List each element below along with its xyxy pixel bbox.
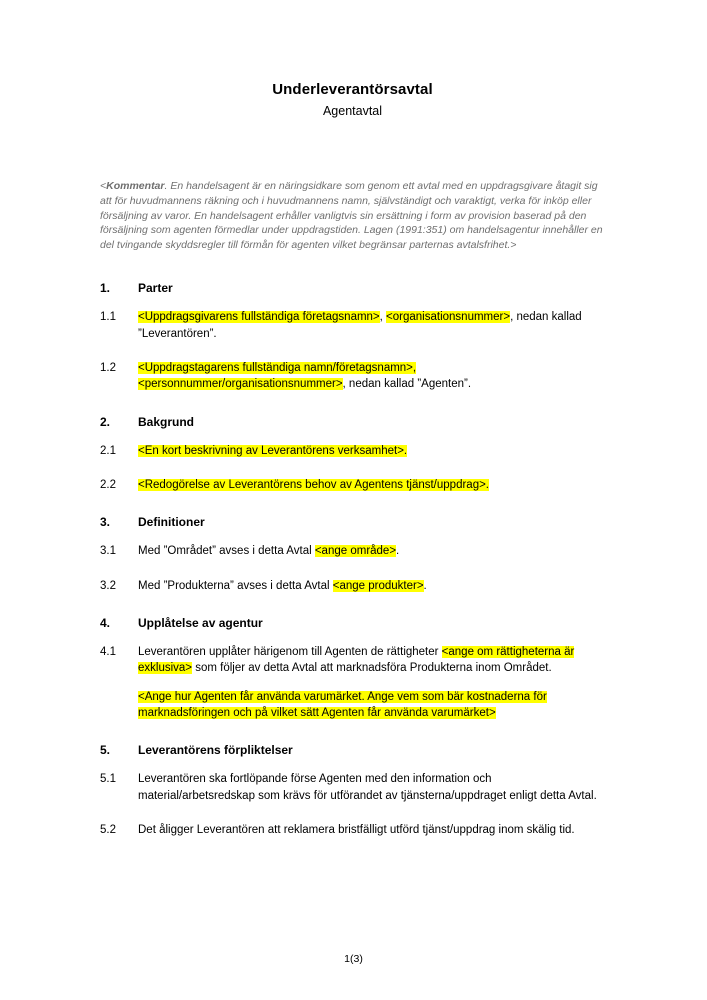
clause-text-run: , [379, 311, 387, 324]
clause-body [138, 477, 605, 493]
section-heading [100, 515, 605, 529]
heading-gap [100, 535, 605, 543]
clause-row [100, 360, 605, 393]
clause-gap [100, 810, 605, 822]
clause-body [138, 822, 605, 838]
clause-text [138, 360, 605, 393]
clause-text-run: . [423, 579, 427, 592]
clause-number: 1.2 [100, 361, 116, 374]
heading-gap [100, 763, 605, 771]
comment-body: . En handelsagent är en näringsidkare som genom ett avtal med en uppdragsgivare åtagit sig att för huvudmannens räkning och i huvudmannens namn, självständigt och varaktigt, verka för inköp eller försäljning av varor. En handelsagent erhåller vanligtvis sin ersättning i form av provision baserad på den försäljning som agenten förmedlar under uppdragstiden. Lagen (1991:351) om handelsagentur innehåller en del tvingande skyddsregler till förmån för agenten vilket begränsar parternas avtalsfrihet.> [100, 179, 603, 252]
title-block [100, 80, 605, 119]
section-spacer [100, 399, 605, 415]
section-number: 3. [100, 515, 111, 530]
page-title: Underleverantörsavtal [272, 81, 433, 98]
clause-number: 2.1 [100, 444, 116, 457]
clause-row [100, 644, 605, 721]
clause-gap [100, 348, 605, 360]
clause-body [138, 771, 605, 804]
clause-text-run: Det åligger Leverantören att reklamera bristfälligt utförd tjänst/uppdrag inom skälig tid. [138, 823, 575, 836]
comment-open-bracket: < [100, 179, 107, 192]
clause-placeholder-highlight: <Uppdragsgivarens fullständiga företagsnamn> [138, 311, 380, 324]
clause-body [138, 309, 605, 342]
section-heading [100, 616, 605, 630]
clause-text [138, 771, 605, 804]
clause-text-run: , nedan kallad ”Agenten”. [342, 378, 472, 391]
clause-body [138, 578, 605, 594]
heading-gap [100, 301, 605, 309]
clause-placeholder-highlight: <organisationsnummer> [386, 311, 511, 324]
section-heading [100, 415, 605, 429]
clause-number: 3.1 [100, 545, 116, 558]
comment-label: Kommentar [106, 179, 165, 192]
section-number: 5. [100, 743, 111, 758]
section-heading [100, 281, 605, 295]
section-number: 1. [100, 281, 111, 296]
clause-placeholder-highlight: <Ange hur Agenten får använda varumärket. Ange vem som bär kostnaderna för marknadsföringen och på vilket sätt Agenten får använda varumärket> [138, 690, 547, 719]
clause-row [100, 578, 605, 594]
clause-number: 4.1 [100, 645, 116, 658]
clause-row [100, 822, 605, 838]
clause-number: 5.1 [100, 773, 116, 786]
clause-placeholder-highlight: <personnummer/organisationsnummer> [138, 378, 343, 391]
clause-text [138, 477, 605, 493]
clause-row [100, 443, 605, 459]
heading-gap [100, 636, 605, 644]
section-number: 4. [100, 615, 111, 630]
clause-text [138, 443, 605, 459]
clause-placeholder-highlight: <Redogörelse av Leverantörens behov av Agentens tjänst/uppdrag>. [138, 478, 489, 491]
section-title: Bakgrund [138, 414, 195, 429]
clause-row [100, 309, 605, 342]
section-title: Parter [138, 281, 173, 296]
clause-text-run: som följer av detta Avtal att marknadsföra Produkterna inom Området. [192, 662, 552, 675]
sections-container [100, 281, 605, 838]
clause-row [100, 477, 605, 493]
section-heading [100, 743, 605, 757]
document-body [100, 80, 605, 844]
clause-row [100, 543, 605, 559]
clause-gap [100, 465, 605, 477]
clause-text [138, 309, 605, 342]
clause-gap [100, 566, 605, 578]
clause-text-run: Med ”Produkterna” avses i detta Avtal [138, 579, 333, 592]
clause-placeholder-highlight: <En kort beskrivning av Leverantörens verksamhet>. [138, 444, 408, 457]
clause-number: 5.2 [100, 823, 116, 836]
clause-body [138, 644, 605, 721]
page-footer: 1(3) [344, 953, 363, 965]
section-spacer [100, 727, 605, 743]
heading-gap [100, 435, 605, 443]
clause-text [138, 578, 605, 594]
clause-placeholder-highlight: <ange om rättigheterna är exklusiva> [138, 645, 575, 675]
clause-placeholder-highlight: <Uppdragstagarens fullständiga namn/företagsnamn>, [138, 361, 417, 374]
clause-text [138, 543, 605, 559]
clause-body [138, 360, 605, 393]
section-spacer [100, 600, 605, 616]
section-spacer [100, 499, 605, 515]
clause-text-run: . [396, 545, 400, 558]
page-subtitle: Agentavtal [322, 103, 383, 118]
clause-text-run: Med ”Området” avses i detta Avtal [138, 545, 315, 558]
clause-text-run: , nedan kallad ”Leverantören”. [138, 311, 582, 340]
section-title: Definitioner [138, 515, 205, 530]
clause-row [100, 771, 605, 804]
clause-body [138, 443, 605, 459]
clause-placeholder-highlight: <ange produkter> [332, 579, 424, 592]
clause-number: 3.2 [100, 579, 116, 592]
clause-placeholder-highlight: <ange område> [314, 545, 397, 558]
section-title: Leverantörens förpliktelser [138, 743, 293, 758]
clause-note-text [138, 689, 605, 722]
clause-text [138, 822, 605, 838]
section-number: 2. [100, 414, 111, 429]
clause-number: 1.1 [100, 311, 116, 324]
comment-paragraph [100, 179, 605, 254]
clause-text-run: Leverantören ska fortlöpande förse Agenten med den information och material/arbetsredskap som krävs för utförandet av tjänsterna/uppdraget enligt detta Avtal. [138, 773, 597, 802]
section-title: Upplåtelse av agentur [138, 615, 263, 630]
clause-number: 2.2 [100, 478, 116, 491]
clause-text-run: Leverantören upplåter härigenom till Agenten de rättigheter [138, 645, 442, 658]
clause-body [138, 543, 605, 559]
clause-text [138, 644, 605, 677]
